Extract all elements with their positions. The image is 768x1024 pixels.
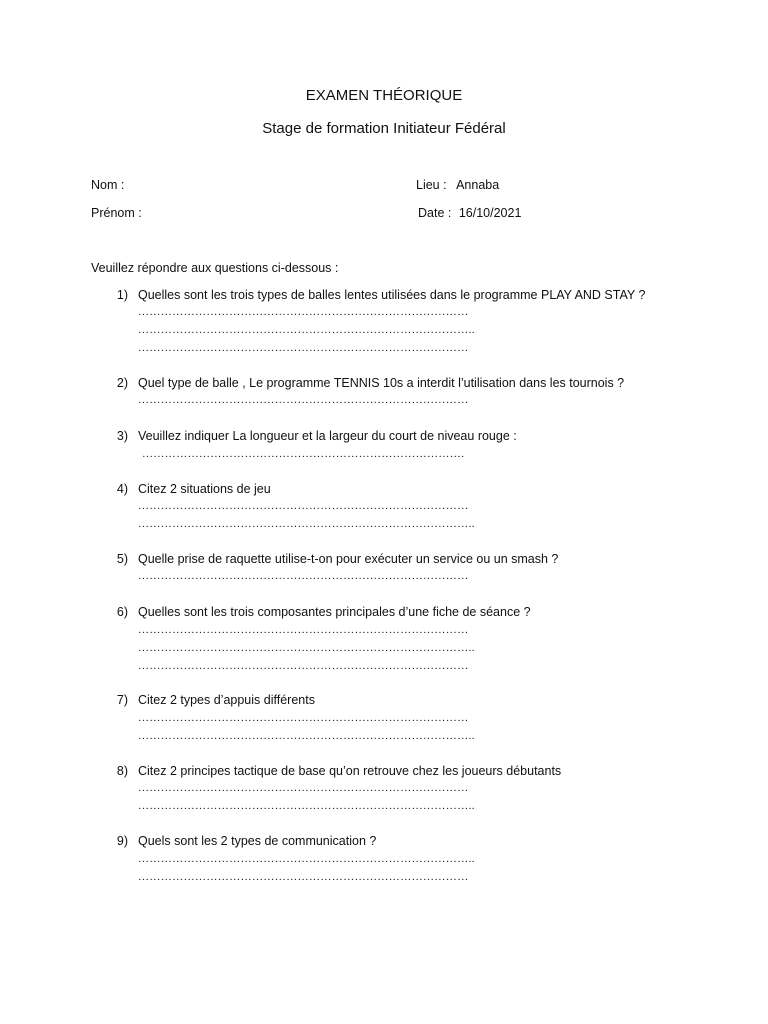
question-text: Veuillez indiquer La longueur et la largeur du court de niveau rouge : [138,429,517,443]
question-number: 2) [116,376,128,390]
date-field [418,206,521,220]
question-number: 5) [116,552,128,566]
question-text: Citez 2 types d’appuis différents [138,693,315,707]
answer-line[interactable]: …………………………………………………………………………… [138,712,469,724]
answer-line[interactable]: …………………………………………………………………………… [138,500,469,512]
prenom-label: Prénom : [91,206,142,220]
answer-line[interactable]: …………………………………………………………………………… [138,660,469,672]
question-text: Quelles sont les trois types de balles lentes utilisées dans le programme PLAY AND STAY ? [138,288,646,302]
date-value: 16/10/2021 [458,206,522,220]
question-text: Quelles sont les trois composantes principales d’une fiche de séance ? [138,605,531,619]
answer-line[interactable]: …………………………………………………………………………….. [138,853,475,865]
question-number: 6) [116,605,128,619]
question-number: 3) [116,429,128,443]
answer-line[interactable]: …………………………………………………………………………….. [138,800,475,812]
question-text: Citez 2 principes tactique de base qu’on retrouve chez les joueurs débutants [138,764,562,778]
instructions-text: Veuillez répondre aux questions ci-dessous : [91,261,339,275]
question-number: 8) [116,764,128,778]
question-text: Citez 2 situations de jeu [138,482,271,496]
exam-title: EXAMEN THÉORIQUE [305,87,463,104]
answer-line[interactable]: …………………………………………………………………………… [138,782,469,794]
answer-line[interactable]: …………………………………………………………………………….. [138,324,475,336]
answer-line[interactable]: …………………………………………………………………………… [138,570,469,582]
date-label: Date : [418,206,452,220]
lieu-value: Annaba [456,178,500,192]
answer-line[interactable]: …………………………………………………………………………… [138,342,469,354]
answer-line[interactable]: …………………………………………………………………………… [138,394,469,406]
answer-line[interactable]: …………………………………………………………………………… [138,624,469,636]
question-text: Quels sont les 2 types de communication ? [138,834,377,848]
lieu-field [416,178,499,192]
question-text: Quel type de balle , Le programme TENNIS 10s a interdit l’utilisation dans les tournois ? [138,376,625,390]
answer-line[interactable]: …………………………………………………………………………… [138,871,469,883]
answer-line[interactable]: …………………………………………………………………………. [142,448,465,460]
nom-label: Nom : [91,178,125,192]
answer-line[interactable]: …………………………………………………………………………….. [138,730,475,742]
question-text: Quelle prise de raquette utilise-t-on pour exécuter un service ou un smash ? [138,552,559,566]
question-number: 4) [116,482,128,496]
question-number: 7) [116,693,128,707]
lieu-label: Lieu : [416,178,447,192]
answer-line[interactable]: …………………………………………………………………………….. [138,642,475,654]
answer-line[interactable]: …………………………………………………………………………….. [138,518,475,530]
answer-line[interactable]: …………………………………………………………………………… [138,306,469,318]
question-number: 1) [116,288,128,302]
question-number: 9) [116,834,128,848]
exam-subtitle: Stage de formation Initiateur Fédéral [262,120,506,137]
